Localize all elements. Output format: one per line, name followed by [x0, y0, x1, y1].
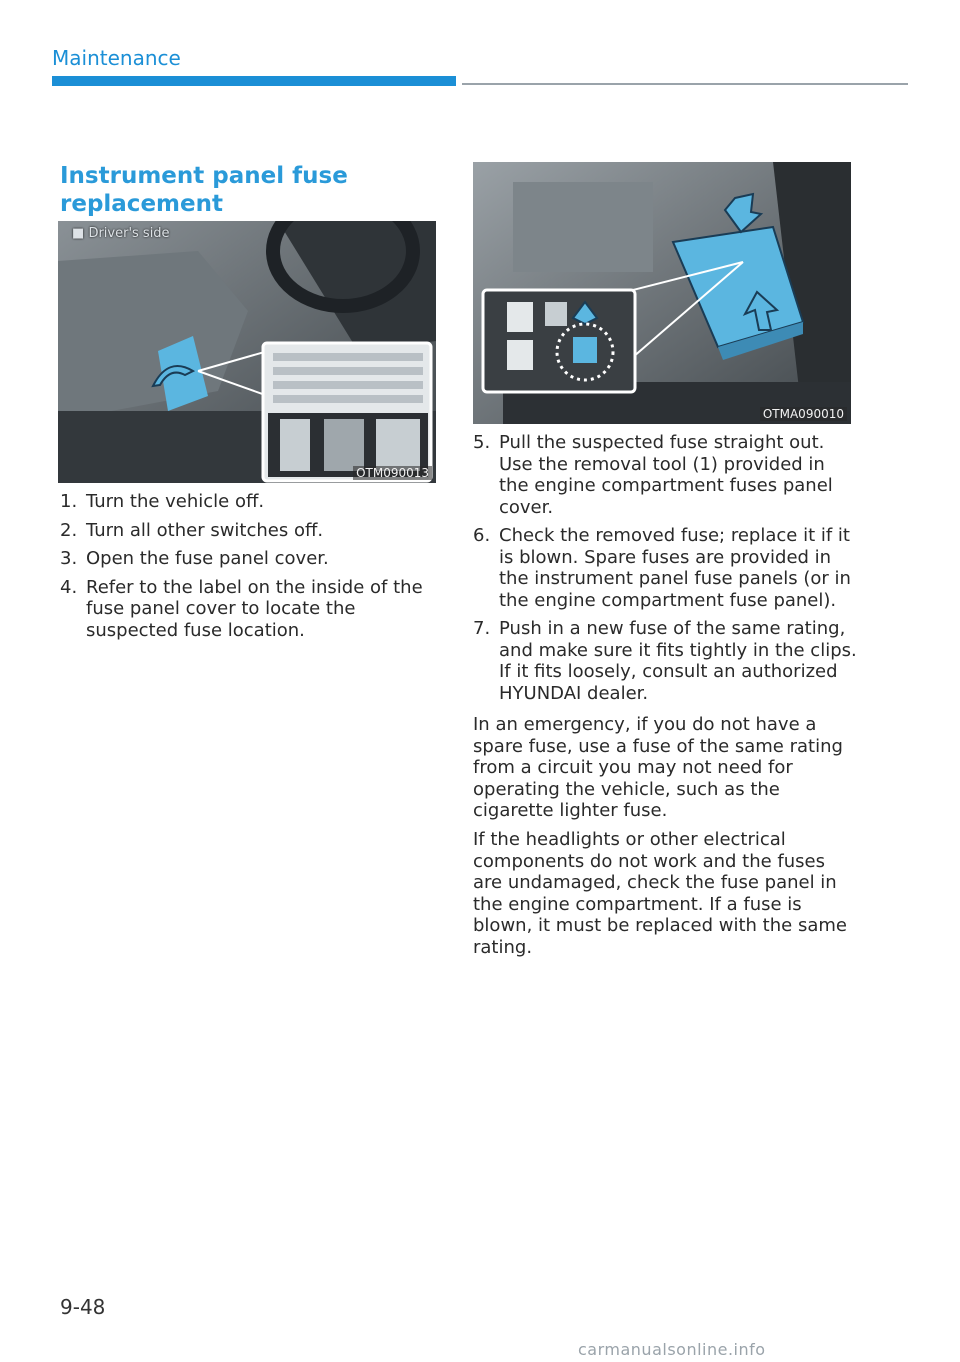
step-number: 2. [60, 519, 78, 541]
steps-list-right [473, 432, 858, 711]
step-number: 3. [60, 548, 78, 569]
header-rule-accent [52, 76, 456, 86]
driver-side-fuse-panel-photo [58, 221, 436, 483]
body-paragraph-engine-fuse: If the headlights or other electrical components do not work and the fuses are undamaged, check the fuse panel in the engine compartment. If a fuse is blown, it must be replaced with the same rating. [473, 829, 847, 958]
step-number: 1. [60, 491, 78, 512]
engine-compartment-illustration [473, 162, 851, 424]
step-text: Pull the suspected fuse straight out. Use the removal tool (1) provided in the engine compartment fuses panel cover. [499, 432, 833, 518]
caption-marker: ■ [72, 226, 85, 241]
page-number: 9-48 [60, 1295, 106, 1319]
watermark: carmanualsonline.info [578, 1340, 766, 1359]
step-text: Open the fuse panel cover. [86, 548, 329, 569]
list-item [60, 577, 440, 642]
figure-code: OTM090013 [353, 466, 432, 480]
list-item [60, 520, 440, 542]
step-text: Refer to the label on the inside of the fuse panel cover to locate the suspected fuse location. [86, 576, 423, 641]
step-number: 5. [473, 432, 491, 453]
step-number: 4. [60, 576, 78, 598]
step-text: Check the removed fuse; replace it if it is blown. Spare fuses are provided in the instrument panel fuse panels (or in the engine compartment fuse panel). [499, 525, 851, 611]
step-number: 7. [473, 618, 491, 639]
steps-list-left [60, 491, 440, 648]
step-text: Turn the vehicle off. [86, 491, 265, 512]
figure-code: OTMA090010 [760, 407, 847, 421]
driver-side-illustration [58, 221, 436, 483]
list-item [473, 618, 858, 704]
list-item [473, 525, 858, 611]
list-item [60, 548, 440, 570]
body-paragraph-emergency: In an emergency, if you do not have a spare fuse, use a fuse of the same rating from a circuit you may not need for operating the vehicle, such as the cigarette lighter fuse. [473, 714, 843, 821]
step-number: 6. [473, 525, 491, 546]
step-text: Turn all other switches off. [86, 519, 324, 541]
step-text: Push in a new fuse of the same rating, and make sure it fits tightly in the clips. If it fits loosely, consult an authorized HYUNDAI dealer. [499, 618, 857, 704]
running-header: Maintenance [52, 46, 181, 70]
section-title: Instrument panel fuse replacement [60, 163, 348, 217]
list-item [473, 432, 858, 518]
figure-caption [72, 226, 170, 241]
header-rule [462, 83, 908, 85]
engine-compartment-fuse-box-photo [473, 162, 851, 424]
list-item [60, 491, 440, 513]
caption-text: Driver's side [88, 226, 170, 241]
